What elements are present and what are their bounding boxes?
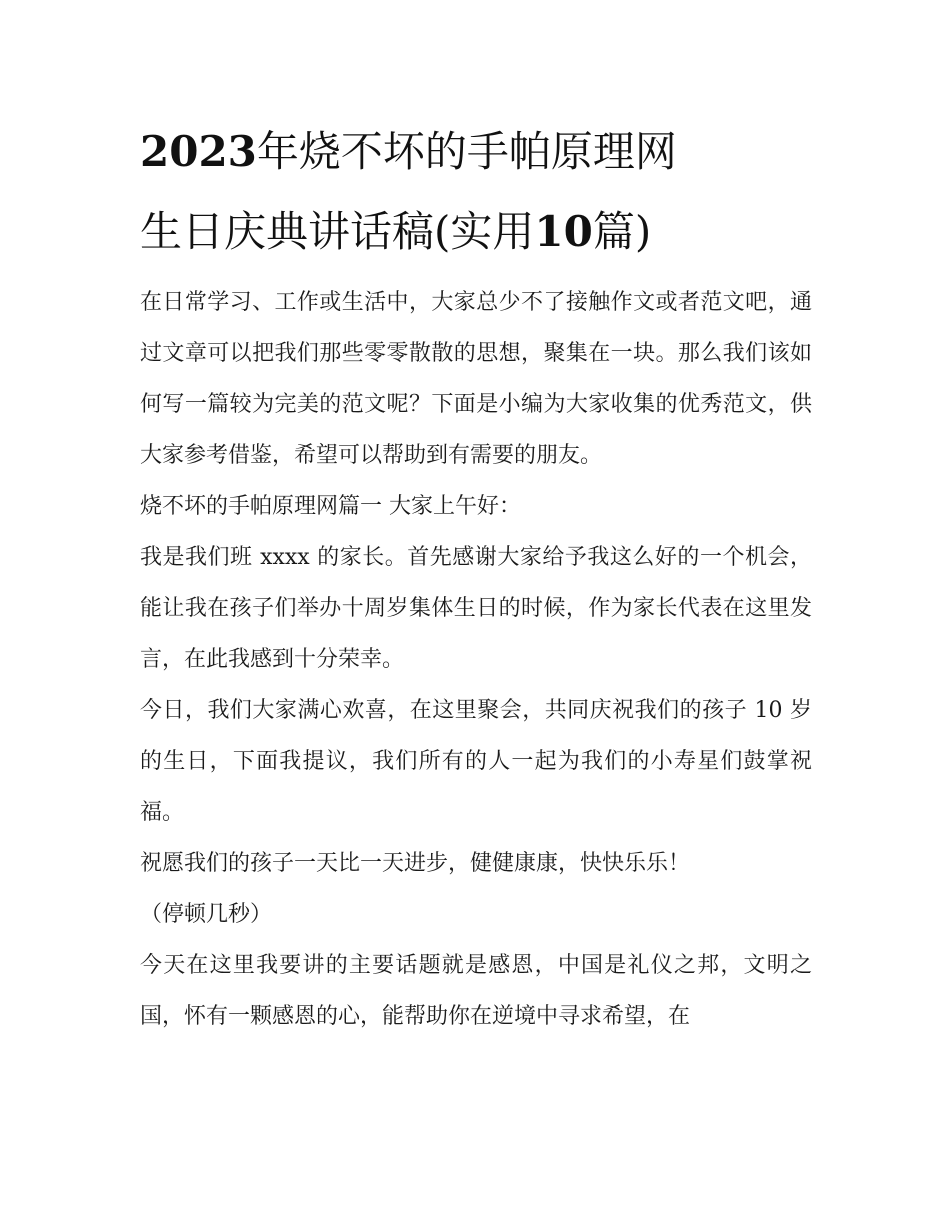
section-heading-paragraph: 烧不坏的手帕原理网篇一 大家上午好： [140, 494, 521, 519]
body-paragraph: 我是我们班 xxxx 的家长。首先感谢大家给予我这么好的一个机会，能让我在孩子们举办十周岁集体生日的时候，作为家长代表在这里发言，在此我感到十分荣幸。 [140, 545, 812, 672]
body-paragraph: 今天在这里我要讲的主要话题就是感恩，中国是礼仪之邦，文明之国，怀有一颗感恩的心，能帮助你在逆境中寻求希望，在 [140, 953, 812, 1029]
body-paragraph: 今日，我们大家满心欢喜，在这里聚会，共同庆祝我们的孩子 10 岁的生日，下面我提议，我们所有的人一起为我们的小寿星们鼓掌祝福。 [140, 698, 812, 825]
document-title [140, 112, 840, 272]
title-part-2: 生日庆典讲话稿(实用 [140, 207, 535, 256]
title-count: 10 [534, 207, 593, 256]
document-body [140, 277, 812, 1042]
body-paragraph: 祝愿我们的孩子一天比一天进步，健健康康，快快乐乐！ [140, 851, 691, 876]
title-year: 2023 [140, 127, 257, 176]
title-part-3: 篇) [592, 207, 652, 256]
title-part-1: 年烧不坏的手帕原理网 [256, 127, 677, 176]
intro-paragraph: 在日常学习、工作或生活中，大家总少不了接触作文或者范文吧，通过文章可以把我们那些零零散散的思想，聚集在一块。那么我们该如何写一篇较为完美的范文呢？下面是小编为大家收集的优秀范文，供大家参考借鉴，希望可以帮助到有需要的朋友。 [140, 290, 812, 468]
body-paragraph: （停顿几秒） [140, 902, 273, 927]
